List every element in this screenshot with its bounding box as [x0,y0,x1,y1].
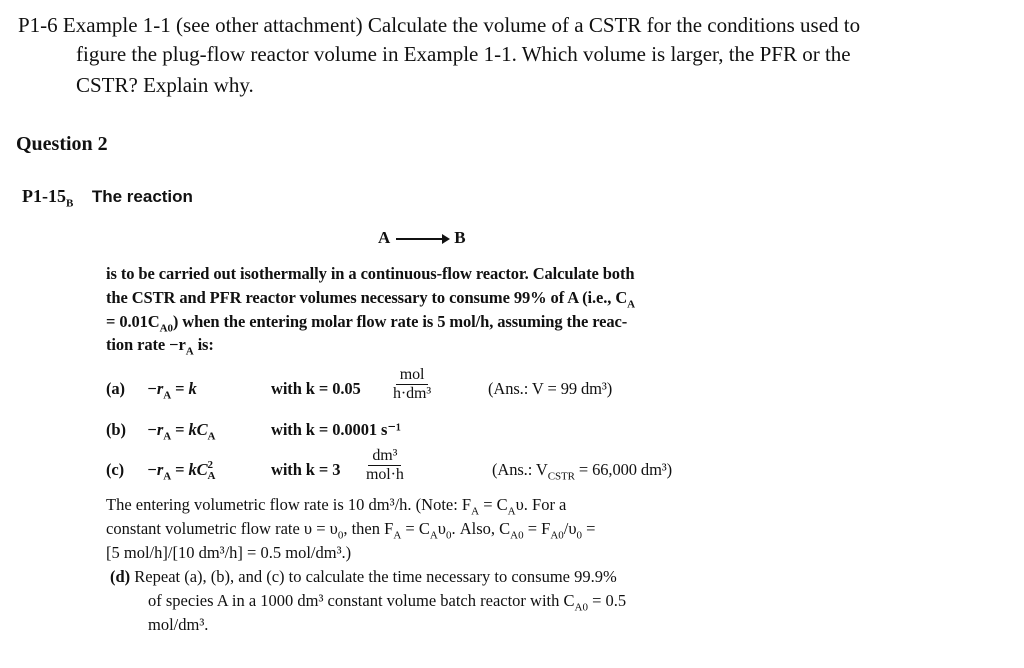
part-c-unit: $\frac{\text{dm³}}{\text{mol·h}}$ [366,447,404,483]
note-line-1: The entering volumetric flow rate is 10 dm³/h. (Note: $F_A = C_A\upsilon$. For a [106,495,567,518]
part-a-unit: $\frac{\text{mol}}{\text{h·dm³}}$ [393,366,432,402]
reactant: A [378,228,391,247]
part-b-rate: $-r_A = kC_A$ [147,420,216,443]
question-2-heading: Question 2 [16,133,108,155]
intro-line-4: tion rate $-r_A$ is: [106,335,214,358]
part-b-with: with k = 0.0001 s⁻¹ [271,420,401,439]
part-b-label: (b) [106,420,126,439]
problem-title: The reaction [91,187,193,206]
problem-label: P1-15 [22,186,66,206]
part-a-answer: (Ans.: V = 99 dm³) [488,379,613,398]
note-line-3: [5 mol/h]/[10 dm³/h] = 0.5 mol/dm³.) [106,543,352,562]
part-c-answer: (Ans.: $V_{CSTR} = 66,000$ dm³) [492,460,673,483]
part-d-line-1: (d) Repeat (a), (b), and (c) to calculate the time necessary to consume 99.9% [110,567,617,586]
reaction-equation [378,228,466,248]
problem-p1-6-line3: CSTR? Explain why. [76,73,254,97]
problem-p1-15-heading [22,186,193,210]
part-a-with: with k = 0.05 [271,379,361,398]
intro-line-3: = $0.01C_{A0}$) when the entering molar flow rate is 5 mol/h, assuming the reac- [106,312,628,335]
problem-p1-6-line2: figure the plug-flow reactor volume in Example 1-1. Which volume is larger, the PFR or the [76,42,851,66]
intro-line-2: the CSTR and PFR reactor volumes necessary to consume 99% of A (i.e., $C_A$ [106,288,636,311]
part-c-rate: $-r_A$ = kC 2 A [147,459,216,483]
part-c-label: (c) [106,460,125,479]
part-a-label: (a) [106,379,125,398]
product: B [454,228,466,247]
problem-p1-6-line1: P1-6 Example 1-1 (see other attachment) Calculate the volume of a CSTR for the conditions used to [18,13,861,37]
intro-line-1: is to be carried out isothermally in a continuous-flow reactor. Calculate both [106,264,635,283]
note-line-2: constant volumetric flow rate $\upsilon = \upsilon_0$, then $F_A = C_A\upsilon_0$. Also, $C_{A0} = F_{A0}/\upsilon_0$ = [106,519,596,542]
reaction-arrow-icon [396,238,448,240]
part-d-line-3: mol/dm³. [148,615,209,634]
part-d-line-2: of species A in a 1000 dm³ constant volume batch reactor with $C_{A0} = 0.5$ [148,591,627,614]
part-c-with: with k = 3 [271,460,341,479]
problem-label-sub: B [66,197,74,210]
part-a-rate: $-r_A = k$ [147,379,197,402]
